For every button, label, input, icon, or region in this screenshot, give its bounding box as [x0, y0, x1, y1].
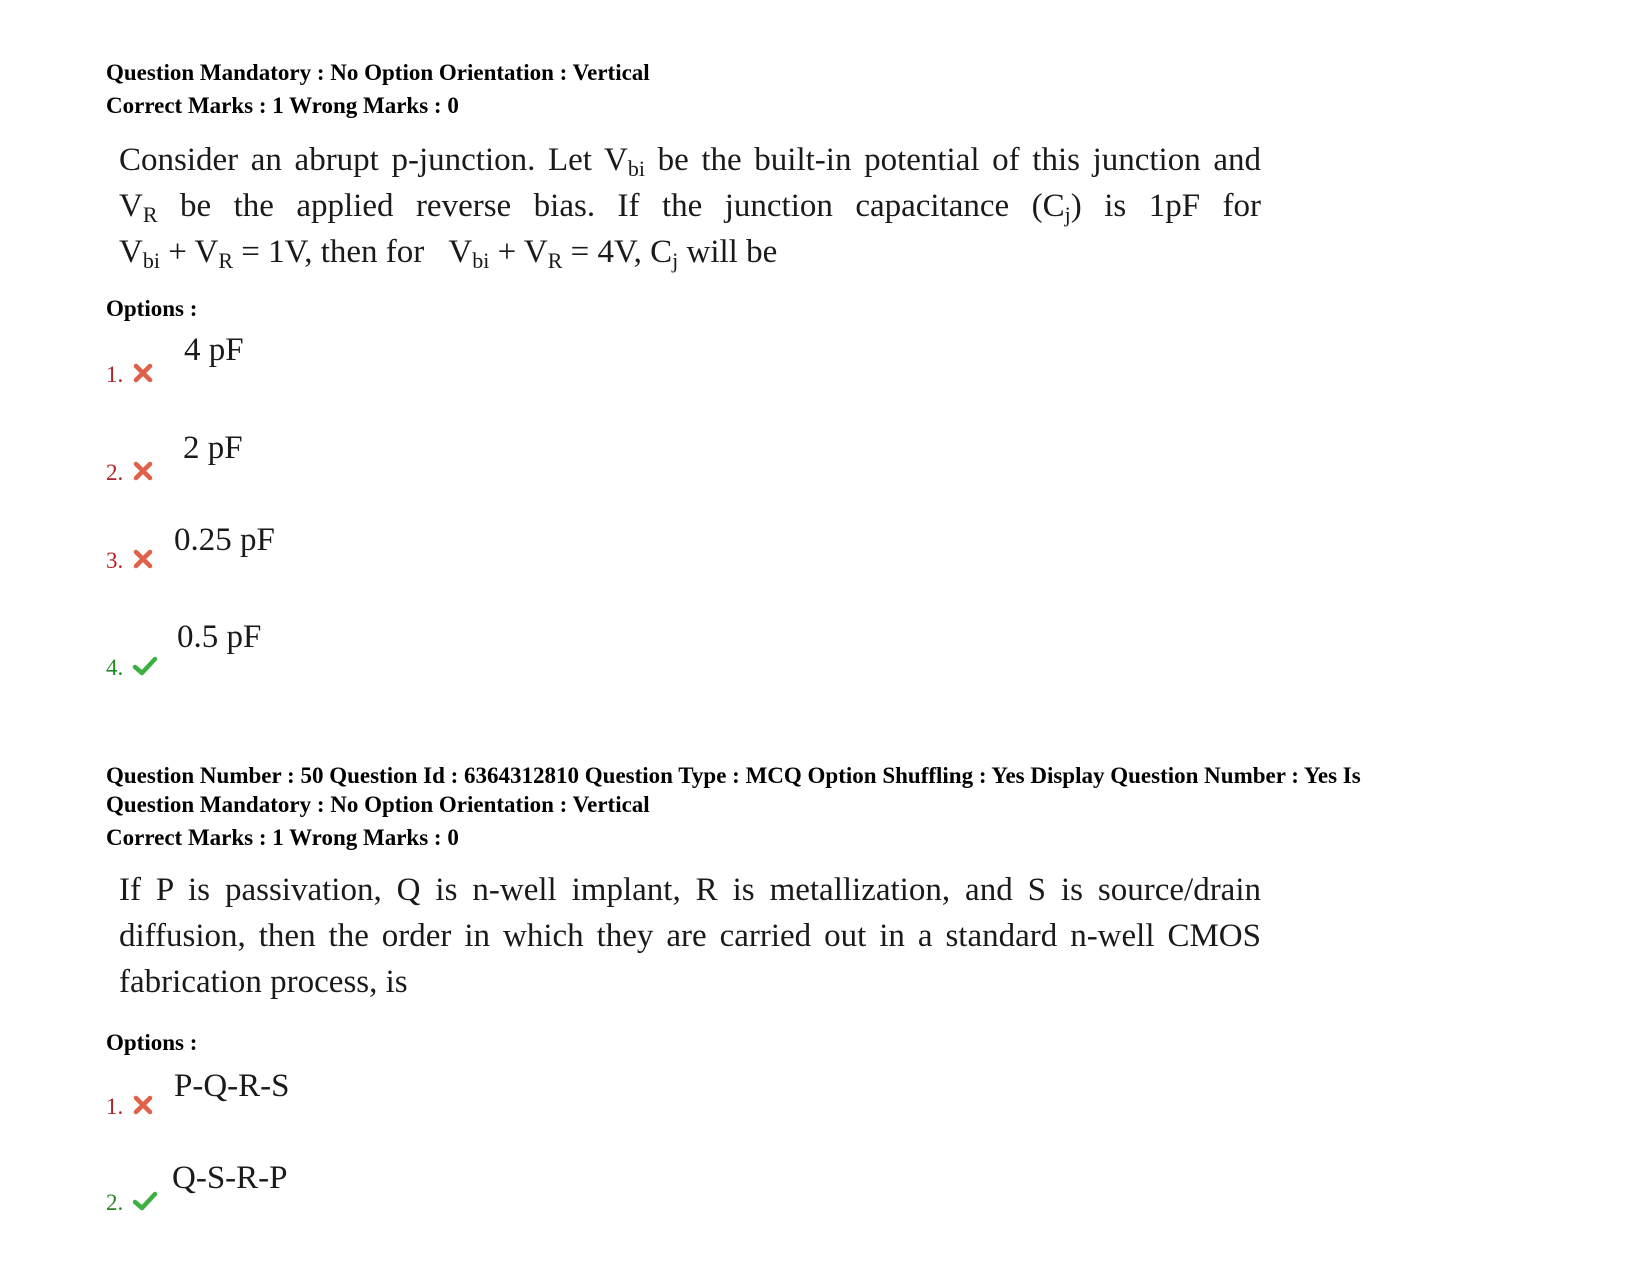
q50-options-label: Options :: [106, 1030, 198, 1055]
option-value: 0.25 pF: [174, 522, 275, 558]
q50-meta-marks: Correct Marks : 1 Wrong Marks : 0: [106, 825, 459, 850]
option-value: Q-S-R-P: [172, 1160, 288, 1196]
q50-option-2: [106, 1158, 706, 1218]
wrong-icon: [132, 548, 154, 570]
option-value: 0.5 pF: [177, 619, 262, 655]
q50-meta-info: Question Number : 50 Question Id : 6364312810 Question Type : MCQ Option Shuffling : Yes Display Question Number : Yes Is: [106, 763, 1361, 788]
q49-question-text: [119, 137, 1261, 275]
option-number: 2.: [106, 1190, 124, 1215]
q49-text-line-1: Consider an abrupt p-junction. Let $V_{bi}$ be the built-in potential of this junction and: [119, 142, 1261, 181]
q50-text-line-3: fabrication process, is: [119, 964, 408, 1000]
q49-text-line-2: $V_R$ be the applied reverse bias. If the junction capacitance $(C_j)$ is 1pF for: [119, 188, 1261, 227]
wrong-icon: [132, 460, 154, 482]
q50-text-line-1: If P is passivation, Q is n-well implant, R is metallization, and S is source/drain: [119, 872, 1261, 908]
q50-text-line-2: diffusion, then the order in which they are carried out in a standard n-well CMOS: [119, 918, 1261, 954]
option-number: 1.: [106, 362, 124, 387]
q49-meta-mandatory: Question Mandatory : No Option Orientation : Vertical: [106, 60, 650, 85]
option-number: 2.: [106, 460, 124, 485]
q49-options-label: Options :: [106, 296, 198, 321]
q50-meta-mandatory: Question Mandatory : No Option Orientation : Vertical: [106, 792, 650, 817]
option-number: 4.: [106, 655, 124, 680]
wrong-icon: [132, 362, 154, 384]
q49-meta-marks: Correct Marks : 1 Wrong Marks : 0: [106, 93, 459, 118]
option-value: 2 pF: [183, 430, 243, 466]
q49-text-line-3: $V_{bi} + V_R = 1V$, then for $V_{bi} + V_R = 4V$, $C_j$ will be: [119, 234, 778, 273]
q50-question-text: [119, 867, 1261, 1005]
option-number: 1.: [106, 1094, 124, 1119]
q49-option-4: [106, 617, 706, 680]
correct-icon: [132, 655, 158, 677]
wrong-icon: [132, 1094, 154, 1116]
option-value: P-Q-R-S: [174, 1068, 290, 1104]
correct-icon: [132, 1190, 158, 1212]
q50-option-1: [106, 1066, 706, 1126]
option-number: 3.: [106, 548, 124, 573]
q49-option-3: [106, 520, 706, 580]
q49-option-1: [106, 330, 706, 390]
q49-option-2: [106, 428, 706, 488]
option-value: 4 pF: [184, 332, 244, 368]
